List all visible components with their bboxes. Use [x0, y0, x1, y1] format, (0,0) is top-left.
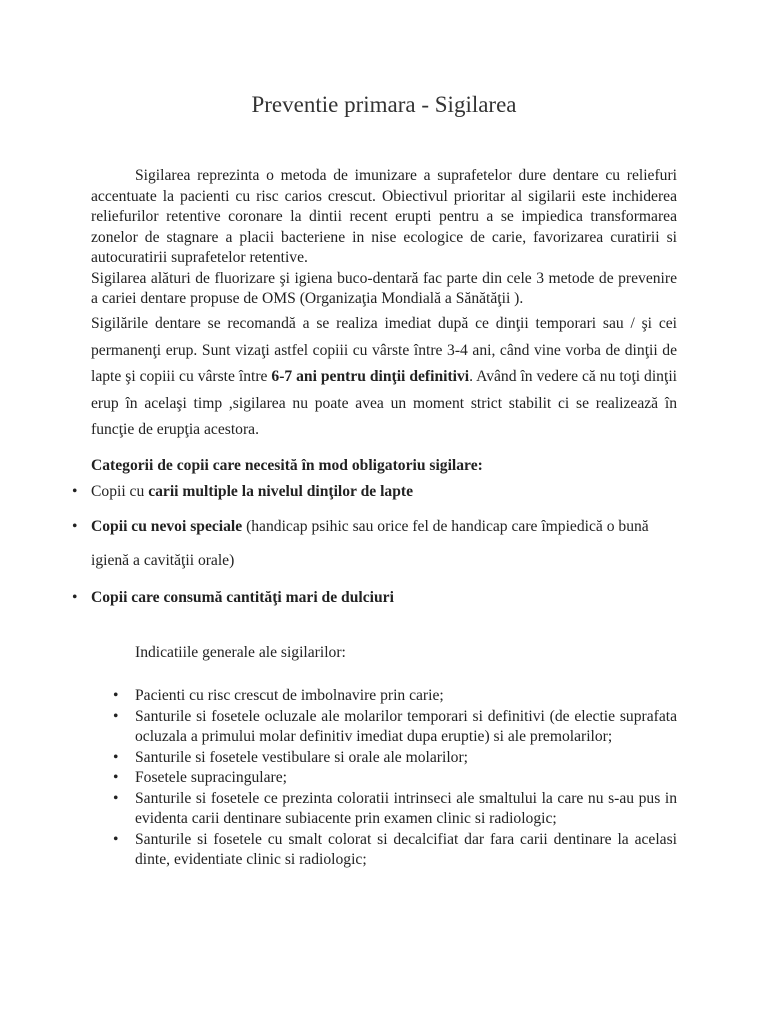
list-item [113, 830, 677, 871]
category-bold: Copii care consumă cantităţi mari de dulciuri [91, 589, 394, 606]
category-text: Copii cu [91, 483, 149, 500]
list-item-text: Pacienti cu risc crescut de imbolnavire prin carie; [135, 687, 444, 704]
list-item [113, 748, 677, 769]
bullet-icon: • [113, 789, 119, 807]
list-item [113, 768, 677, 789]
bullet-icon: • [113, 769, 119, 786]
category-item [72, 475, 681, 509]
list-item [113, 686, 677, 707]
category-bold: carii multiple la nivelul dinţilor de lapte [148, 483, 413, 500]
list-item-text: Santurile si fosetele ocluzale ale molarilor temporari si definitivi (de electie suprafata ocluzala a primului molar definitiv imediat dupa eruptie) si ale premolarilor; [135, 707, 677, 745]
recommendation-text: Sigilările dentare se recomandă a se realiza imediat după ce dinţii temporari sau / şi cei permanenţi erup. Sunt vizaţi astfel copiii cu vârste între 3-4 ani, când vine vorba de dinţii de lapte şi copiii cu vârste între [91, 315, 677, 385]
category-text: (handicap psihic sau orice fel de handicap care împiedică o bună igienă a cavităţii orale) [91, 518, 649, 569]
list-item [113, 789, 677, 830]
list-item-text: Santurile si fosetele ce prezinta coloratii intrinseci ale smaltului la care nu s-au pus in evidenta carii dentinare subiacente prin examen clinic si radiologic; [135, 789, 677, 827]
list-item-text: Santurile si fosetele vestibulare si orale ale molarilor; [135, 748, 468, 766]
intro-block [91, 166, 677, 310]
bullet-icon: • [113, 687, 119, 704]
list-item [113, 707, 677, 748]
bullet-icon: • [72, 518, 78, 535]
categories-heading: Categorii de copii care necesită în mod obligatoriu sigilare: [91, 457, 483, 474]
bullet-icon: • [113, 830, 119, 848]
list-item-text: Santurile si fosetele cu smalt colorat si decalcifiat dar fara carii dentinare la acelasi dinte, evidentiate clinic si radiologic; [135, 830, 677, 868]
category-bold: Copii cu nevoi speciale [91, 518, 243, 535]
list-item-text: Fosetele supracingulare; [135, 769, 287, 786]
bullet-icon: • [113, 748, 119, 766]
bullet-icon: • [72, 483, 78, 500]
recommendation-paragraph [91, 311, 677, 444]
recommendation-text-end: . Având în vedere că nu toţi dinţii erup în acelaşi timp ,sigilarea nu poate avea un moment strict stabilit ci se realizează în funcţie de erupţia acestora. [91, 368, 677, 438]
bullet-icon: • [113, 707, 119, 725]
intro-paragraph: Sigilarea reprezinta o metoda de imunizare a suprafetelor dure dentare cu reliefuri accentuate la pacienti cu risc carios crescut. Obiectivul prioritar al sigilarii este inchiderea reliefurilor retentive coronare la dintii recent erupti pentru a se impiedica transformarea zonelor de stagnare a placii bacteriene in nise ecologice de carie, favorizarea curatirii si autocuratirii suprafetelor retentive. [91, 167, 677, 266]
category-item [72, 510, 671, 578]
indications-heading: Indicatiile generale ale sigilarilor: [135, 644, 346, 661]
bullet-icon: • [72, 589, 78, 606]
indications-list [113, 686, 677, 871]
fluorization-paragraph: Sigilarea alături de fluorizare şi igiena buco-dentară fac parte din cele 3 metode de prevenire a cariei dentare propuse de OMS (Organizaţia Mondială a Sănătăţii ). [91, 269, 677, 307]
page-title: Preventie primara - Sigilarea [251, 92, 517, 117]
recommendation-bold: 6-7 ani pentru dinţii definitivi [271, 368, 470, 385]
category-item [72, 581, 681, 615]
